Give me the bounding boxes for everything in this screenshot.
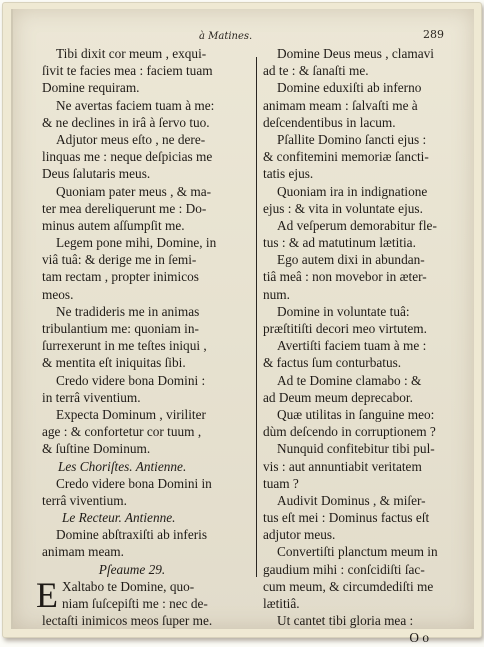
drop-cap: E: [36, 574, 58, 615]
text-line: num.: [263, 286, 290, 302]
text-line: Deus ſalutaris meus.: [42, 166, 151, 182]
text-line: terrâ viventium.: [42, 492, 127, 508]
right-column: [263, 45, 447, 647]
text-line: animam meam : ſalvaſti me à: [263, 97, 418, 113]
text-line: Credo videre bona Domini :: [56, 372, 206, 388]
text-line: Ne tradideris me in animas: [56, 303, 200, 319]
text-line: in terrâ viventium.: [42, 389, 141, 405]
text-line: Xaltabo te Domine, quo-: [62, 578, 195, 594]
text-line: adjutor meus.: [263, 527, 336, 543]
text-line: Expecta Dominum , viriliter: [56, 406, 206, 422]
text-line: tatis ejus.: [263, 166, 314, 182]
text-line: tam rectam , propter inimicos: [42, 269, 199, 285]
text-line: Pſeaume 29.: [98, 561, 166, 577]
text-line: & ſuſtine Dominum.: [42, 441, 151, 457]
text-line: Ego autem dixi in abundan-: [277, 252, 425, 268]
text-line: deſcendentibus in lacum.: [263, 114, 396, 130]
text-line: Ut cantet tibi gloria mea :: [277, 613, 414, 629]
book-page: [11, 9, 474, 646]
text-line: lætitiâ.: [263, 596, 300, 611]
text-line: præſtitiſti decori meo virtutem.: [263, 321, 427, 336]
text-line: Quoniam ira in indignatione: [277, 183, 428, 199]
text-line: Ne avertas faciem tuam à me:: [56, 97, 215, 113]
text-line: ſurrexerunt in me teſtes iniqui ,: [42, 338, 207, 354]
text-line: Ad veſperum demorabitur fle-: [277, 217, 437, 233]
text-line: & ne declines in irâ à ſervo tuo.: [42, 114, 210, 130]
page-number: 289: [423, 28, 444, 41]
text-line: Domine eduxiſti ab inferno: [277, 80, 422, 96]
text-line: lectaſti inimicos meos ſuper me.: [42, 613, 213, 629]
text-line: & mentita eſt iniquitas ſibi.: [42, 355, 186, 371]
left-column: [36, 45, 252, 629]
text-line: Pſallite Domino ſancti ejus :: [277, 131, 427, 147]
text-line: niam ſuſcepiſti me : nec de-: [62, 596, 208, 611]
text-line: gaudium mihi : conſcidiſti ſac-: [263, 561, 425, 577]
text-line: dùm deſcendo in corruptionem ?: [263, 424, 436, 440]
column-rule: [256, 57, 257, 577]
text-line: tribulantium me: quoniam in-: [42, 321, 199, 336]
text-line: Adjutor meus eſto , ne dere-: [56, 131, 206, 147]
text-line: tuam ?: [263, 475, 299, 491]
text-line: ejus : & vita in voluntate ejus.: [263, 200, 423, 216]
text-line: linquas me : neque deſpicias me: [42, 149, 213, 165]
text-line: Domine requiram.: [42, 80, 140, 96]
text-line: Le Recteur. Antienne.: [62, 510, 176, 526]
text-line: Domine in voluntate tuâ:: [277, 303, 410, 319]
psalm-opening: [36, 574, 252, 630]
text-line: minus autem aſſumpſit me.: [42, 217, 185, 233]
text-line: Legem pone mihi, Domine, in: [56, 235, 217, 251]
text-line: ſivit te facies mea : faciem tuam: [42, 63, 213, 79]
text-line: & factus ſum conturbatus.: [263, 355, 402, 371]
text-line: O o: [409, 630, 429, 646]
text-line: Nunquid confitebitur tibi pul-: [277, 441, 435, 457]
text-line: Audivit Dominus , & miſer-: [277, 492, 426, 508]
running-title: à Matines.: [199, 31, 253, 42]
text-line: meos.: [42, 286, 74, 302]
text-line: ad te : & ſanaſti me.: [263, 63, 369, 79]
scan-frame: [2, 2, 482, 646]
text-line: age : & confortetur cor tuum ,: [42, 424, 202, 440]
text-line: ter mea dereliquerunt me : Do-: [42, 200, 207, 216]
text-line: Domine abſtraxiſti ab inferis: [56, 527, 208, 543]
text-line: Ad te Domine clamabo : &: [277, 372, 422, 388]
text-line: cum meum, & circumdediſti me: [263, 578, 434, 594]
text-line: tiâ meâ : non movebor in æter-: [263, 269, 427, 285]
text-line: viâ tuâ: & derige me in ſemi-: [42, 252, 197, 268]
text-line: Domine Deus meus , clamavi: [277, 46, 434, 61]
text-line: animam meam.: [42, 544, 124, 560]
text-line: Quoniam pater meus , & ma-: [56, 183, 212, 199]
text-line: vis : aut annuntiabit veritatem: [263, 458, 422, 474]
text-line: Quæ utilitas in ſanguine meo:: [277, 406, 435, 422]
text-line: tus eſt mei : Dominus factus eſt: [263, 510, 430, 526]
text-line: ad Deum meum deprecabor.: [263, 389, 413, 405]
text-line: Avertiſti faciem tuam à me :: [277, 338, 427, 354]
text-line: Convertiſti planctum meum in: [277, 544, 438, 560]
text-line: Les Choriſtes. Antienne.: [58, 458, 187, 474]
text-line: tus : & ad matutinum lætitia.: [263, 235, 416, 251]
text-line: Tibi dixit cor meum , exqui-: [56, 46, 207, 61]
text-line: & confitemini memoriæ ſancti-: [263, 149, 429, 165]
text-line: Credo videre bona Domini in: [56, 475, 212, 491]
